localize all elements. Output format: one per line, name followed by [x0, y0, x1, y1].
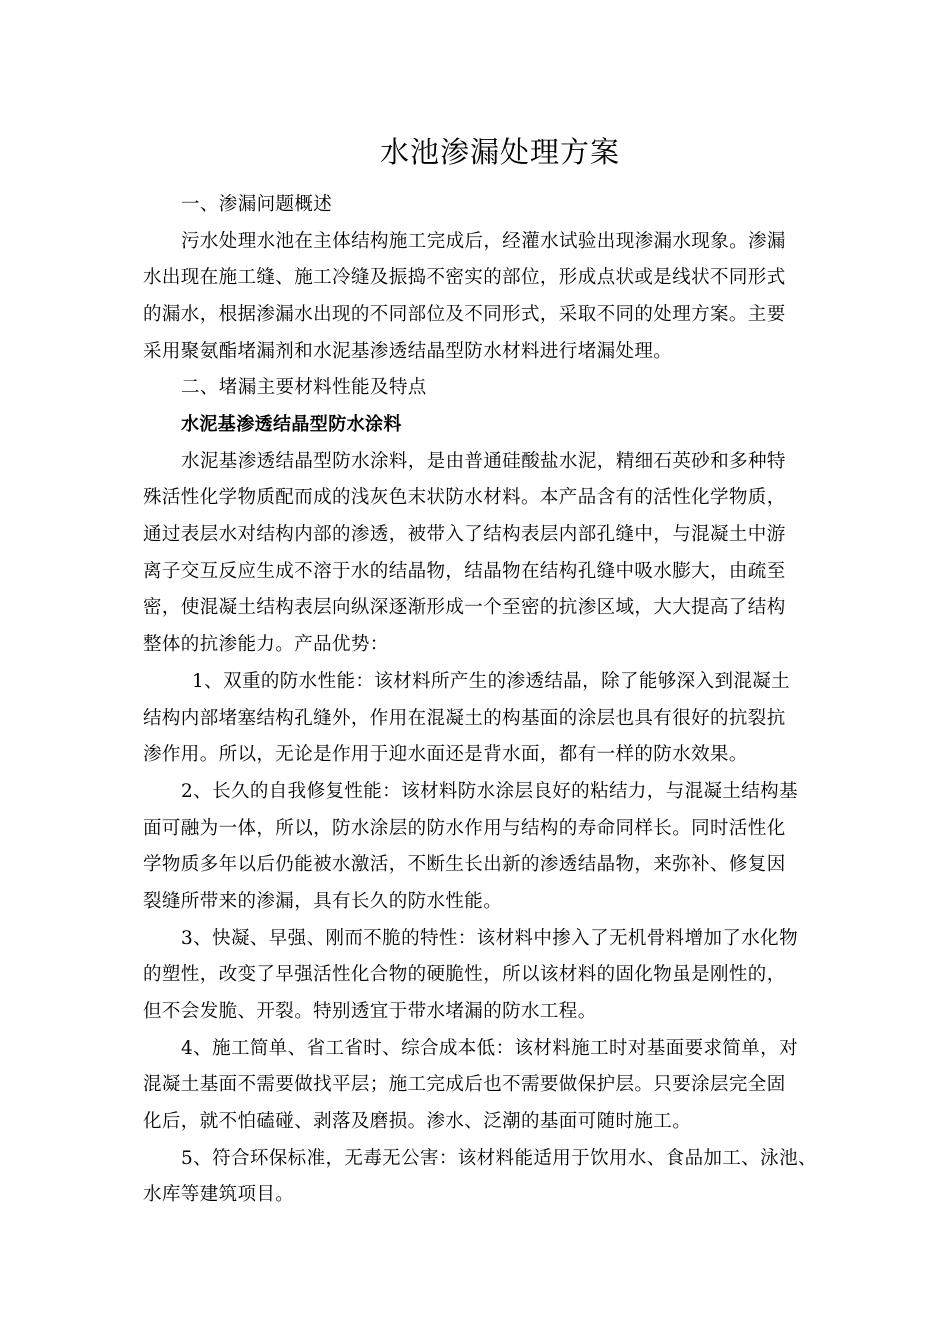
paragraph-line: 混凝土基面不需要做找平层；施工完成后也不需要做保护层。只要涂层完全固 — [143, 1074, 786, 1095]
paragraph-line: 结构内部堵塞结构孔缝外，作用在混凝土的构基面的涂层也具有很好的抗裂抗 — [143, 708, 786, 729]
paragraph-line: 学物质多年以后仍能被水激活，不断生长出新的渗透结晶物，来弥补、修复因 — [143, 854, 786, 875]
list-item-2: 2、长久的自我修复性能：该材料防水涂层良好的粘结力，与混凝土结构基 — [181, 781, 798, 802]
paragraph-line: 的塑性，改变了早强活性化合物的硬脆性，所以该材料的固化物虽是刚性的， — [143, 964, 786, 985]
list-item-4: 4、施工简单、省工省时、综合成本低：该材料施工时对基面要求简单，对 — [181, 1038, 798, 1059]
paragraph-line: 密，使混凝土结构表层向纵深逐渐形成一个至密的抗渗区域，大大提高了结构 — [143, 597, 786, 618]
paragraph-line: 渗作用。所以，无论是作用于迎水面还是背水面，都有一样的防水效果。 — [143, 744, 748, 765]
list-item-1: 1、双重的防水性能：该材料所产生的渗透结晶，除了能够深入到混凝土 — [192, 671, 791, 692]
paragraph-line: 殊活性化学物质配而成的浅灰色末状防水材料。本产品含有的活性化学物质， — [143, 487, 786, 508]
paragraph-line: 通过表层水对结构内部的渗透，被带入了结构表层内部孔缝中，与混凝土中游 — [143, 524, 786, 545]
section-heading-2: 二、堵漏主要材料性能及特点 — [181, 377, 427, 398]
paragraph-line: 水库等建筑项目。 — [143, 1184, 295, 1205]
document-title: 水池渗漏处理方案 — [379, 135, 620, 169]
paragraph-line: 整体的抗渗能力。产品优势： — [143, 634, 389, 655]
list-item-5: 5、符合环保标准，无毒无公害：该材料能适用于饮用水、食品加工、泳池、 — [181, 1148, 817, 1169]
paragraph-line: 污水处理水池在主体结构施工完成后，经灌水试验出现渗漏水现象。渗漏 — [181, 231, 786, 252]
paragraph-line: 化后，就不怕磕碰、剥落及磨损。渗水、泛潮的基面可随时施工。 — [143, 1111, 692, 1132]
paragraph-line: 采用聚氨酯堵漏剂和水泥基渗透结晶型防水材料进行堵漏处理。 — [143, 341, 673, 362]
paragraph-line: 裂缝所带来的渗漏，具有长久的防水性能。 — [143, 891, 503, 912]
subheading: 水泥基渗透结晶型防水涂料 — [181, 414, 402, 435]
paragraph-line: 但不会发脆、开裂。特别透宜于带水堵漏的防水工程。 — [143, 1001, 597, 1022]
paragraph-line: 水出现在施工缝、施工冷缝及振捣不密实的部位，形成点状或是线状不同形式 — [143, 267, 786, 288]
paragraph-line: 水泥基渗透结晶型防水涂料，是由普通硅酸盐水泥，精细石英砂和多种特 — [181, 451, 786, 472]
section-heading-1: 一、渗漏问题概述 — [181, 194, 333, 215]
paragraph-line: 的漏水，根据渗漏水出现的不同部位及不同形式，采取不同的处理方案。主要 — [143, 304, 786, 325]
list-item-3: 3、快凝、早强、刚而不脆的特性：该材料中掺入了无机骨料增加了水化物 — [181, 928, 798, 949]
paragraph-line: 面可融为一体，所以，防水涂层的防水作用与结构的寿命同样长。同时活性化 — [143, 818, 786, 839]
paragraph-line: 离子交互反应生成不溶于水的结晶物，结晶物在结构孔缝中吸水膨大，由疏至 — [143, 561, 786, 582]
